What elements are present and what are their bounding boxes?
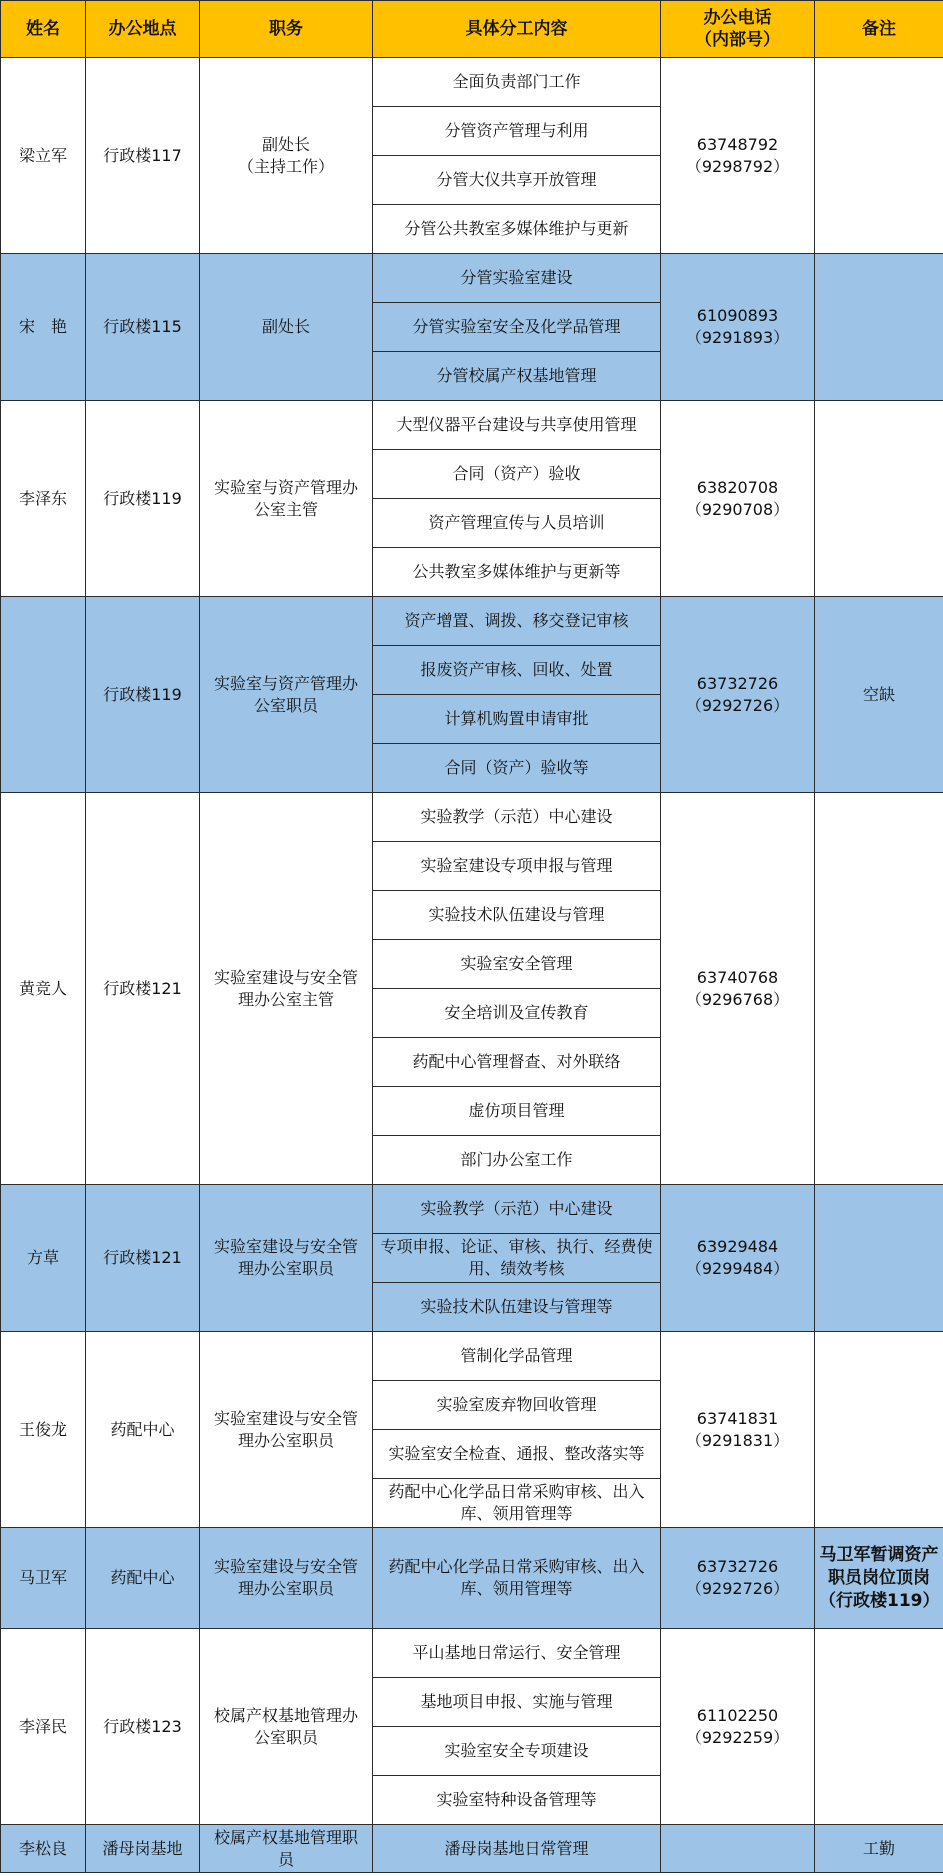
header-phone-line1: 办公电话 — [703, 8, 772, 28]
cell-task: 分管公共教室多媒体维护与更新 — [373, 205, 661, 254]
cell-note — [815, 1185, 943, 1332]
cell-note: 空缺 — [815, 597, 943, 793]
cell-task: 实验室安全专项建设 — [373, 1727, 661, 1776]
cell-task: 实验技术队伍建设与管理 — [373, 891, 661, 940]
cell-position — [200, 793, 373, 1185]
table-row — [1, 58, 943, 107]
cell-task: 资产管理宣传与人员培训 — [373, 499, 661, 548]
cell-task: 公共教室多媒体维护与更新等 — [373, 548, 661, 597]
cell-task: 基地项目申报、实施与管理 — [373, 1678, 661, 1727]
cell-name — [1, 597, 86, 793]
cell-name: 王俊龙 — [1, 1332, 86, 1528]
cell-name: 方草 — [1, 1185, 86, 1332]
header-tasks: 具体分工内容 — [373, 1, 661, 58]
cell-task: 合同（资产）验收 — [373, 450, 661, 499]
position-line: 实验室与资产管理办 — [213, 673, 358, 693]
cell-task: 部门办公室工作 — [373, 1136, 661, 1185]
cell-phone — [661, 1528, 815, 1629]
cell-office: 潘母岗基地 — [86, 1825, 200, 1873]
cell-position — [200, 1629, 373, 1825]
cell-note — [815, 793, 943, 1185]
header-name: 姓名 — [1, 1, 86, 58]
cell-name: 马卫军 — [1, 1528, 86, 1629]
position-line: 实验室建设与安全管 — [213, 967, 358, 987]
table-row — [1, 401, 943, 450]
position-line: （主持工作） — [237, 156, 334, 176]
cell-position — [200, 401, 373, 597]
cell-task: 安全培训及宣传教育 — [373, 989, 661, 1038]
cell-task: 分管资产管理与利用 — [373, 107, 661, 156]
cell-position: 副处长 — [200, 254, 373, 401]
cell-note — [815, 401, 943, 597]
cell-name: 梁立军 — [1, 58, 86, 254]
phone-number: 63820708 — [696, 477, 779, 497]
table-row — [1, 254, 943, 303]
header-office: 办公地点 — [86, 1, 200, 58]
cell-phone — [661, 1629, 815, 1825]
phone-number: 63748792 — [696, 134, 779, 154]
header-phone — [661, 1, 815, 58]
position-line: 校属产权基地管理办 — [213, 1705, 358, 1725]
table-row — [1, 1185, 943, 1234]
cell-phone — [661, 254, 815, 401]
cell-office: 行政楼121 — [86, 793, 200, 1185]
position-line: 公室职员 — [253, 1727, 318, 1747]
cell-office: 行政楼123 — [86, 1629, 200, 1825]
cell-task: 虚仿项目管理 — [373, 1087, 661, 1136]
cell-task: 分管实验室安全及化学品管理 — [373, 303, 661, 352]
table-row — [1, 793, 943, 842]
cell-task: 实验技术队伍建设与管理等 — [373, 1283, 661, 1332]
cell-note — [815, 1332, 943, 1528]
cell-name: 李泽民 — [1, 1629, 86, 1825]
position-line: 实验室与资产管理办 — [213, 477, 358, 497]
cell-phone — [661, 58, 815, 254]
cell-task: 专项申报、论证、审核、执行、经费使用、绩效考核 — [373, 1234, 661, 1283]
phone-number: 61102250 — [696, 1705, 779, 1725]
cell-position — [200, 1332, 373, 1528]
cell-task: 实验室安全检查、通报、整改落实等 — [373, 1430, 661, 1479]
header-position: 职务 — [200, 1, 373, 58]
cell-task: 报废资产审核、回收、处置 — [373, 646, 661, 695]
cell-task: 潘母岗基地日常管理 — [373, 1825, 661, 1873]
phone-ext: （9292726） — [685, 1579, 790, 1598]
cell-task: 实验室建设专项申报与管理 — [373, 842, 661, 891]
cell-phone — [661, 793, 815, 1185]
cell-task: 合同（资产）验收等 — [373, 744, 661, 793]
table-row — [1, 1528, 943, 1629]
cell-note — [815, 254, 943, 401]
position-line: 理办公室职员 — [237, 1259, 334, 1278]
position-line: 实验室建设与安全管 — [213, 1408, 358, 1428]
header-row — [1, 1, 943, 58]
phone-ext: （9298792） — [685, 156, 790, 176]
cell-note: 工勤 — [815, 1825, 943, 1873]
cell-office: 行政楼121 — [86, 1185, 200, 1332]
cell-note — [815, 58, 943, 254]
cell-name: 李松良 — [1, 1825, 86, 1873]
cell-office: 药配中心 — [86, 1528, 200, 1629]
cell-office: 药配中心 — [86, 1332, 200, 1528]
cell-note: 马卫军暂调资产职员岗位顶岗（行政楼119） — [815, 1528, 943, 1629]
table-row — [1, 1825, 943, 1873]
cell-name: 黄竞人 — [1, 793, 86, 1185]
phone-ext: （9292259） — [685, 1727, 790, 1747]
cell-task: 计算机购置申请审批 — [373, 695, 661, 744]
position-line: 实验室建设与安全管 — [213, 1557, 358, 1576]
phone-ext: （9291831） — [685, 1430, 790, 1450]
position-line: 员 — [277, 1849, 294, 1869]
cell-position — [200, 1185, 373, 1332]
phone-ext: （9290708） — [685, 499, 790, 519]
cell-name: 宋 艳 — [1, 254, 86, 401]
cell-position — [200, 58, 373, 254]
cell-task: 全面负责部门工作 — [373, 58, 661, 107]
cell-phone — [661, 597, 815, 793]
cell-office: 行政楼115 — [86, 254, 200, 401]
phone-number: 63929484 — [696, 1237, 779, 1256]
phone-ext: （9291893） — [685, 328, 790, 347]
position-line: 理办公室职员 — [237, 1579, 334, 1598]
phone-number: 63732726 — [696, 1557, 779, 1576]
cell-task: 平山基地日常运行、安全管理 — [373, 1629, 661, 1678]
position-line: 理办公室职员 — [237, 1430, 334, 1450]
phone-number: 63740768 — [696, 967, 779, 987]
cell-position — [200, 1825, 373, 1873]
cell-task: 实验室安全管理 — [373, 940, 661, 989]
cell-office: 行政楼119 — [86, 401, 200, 597]
table-row — [1, 1629, 943, 1678]
cell-task: 管制化学品管理 — [373, 1332, 661, 1381]
cell-task: 药配中心化学品日常采购审核、出入库、领用管理等 — [373, 1528, 661, 1629]
cell-task: 药配中心化学品日常采购审核、出入库、领用管理等 — [373, 1479, 661, 1528]
cell-position — [200, 1528, 373, 1629]
table-row — [1, 597, 943, 646]
phone-number: 63732726 — [696, 673, 779, 693]
cell-task: 实验教学（示范）中心建设 — [373, 793, 661, 842]
cell-office: 行政楼117 — [86, 58, 200, 254]
phone-number: 63741831 — [696, 1408, 779, 1428]
header-phone-line2: （内部号） — [695, 30, 780, 50]
phone-ext: （9292726） — [685, 695, 790, 715]
table-row — [1, 1332, 943, 1381]
phone-ext: （9299484） — [685, 1259, 790, 1278]
cell-task: 实验教学（示范）中心建设 — [373, 1185, 661, 1234]
cell-task: 实验室废弃物回收管理 — [373, 1381, 661, 1430]
cell-phone — [661, 401, 815, 597]
position-line: 副处长 — [261, 134, 310, 154]
cell-phone — [661, 1185, 815, 1332]
cell-task: 大型仪器平台建设与共享使用管理 — [373, 401, 661, 450]
position-line: 公室职员 — [253, 695, 318, 715]
cell-name: 李泽东 — [1, 401, 86, 597]
cell-task: 分管大仪共享开放管理 — [373, 156, 661, 205]
cell-task: 分管校属产权基地管理 — [373, 352, 661, 401]
position-line: 实验室建设与安全管 — [213, 1237, 358, 1256]
cell-position — [200, 597, 373, 793]
phone-ext: （9296768） — [685, 989, 790, 1009]
cell-task: 药配中心管理督查、对外联络 — [373, 1038, 661, 1087]
cell-task: 实验室特种设备管理等 — [373, 1776, 661, 1825]
phone-number: 61090893 — [696, 306, 779, 325]
cell-office: 行政楼119 — [86, 597, 200, 793]
cell-note — [815, 1629, 943, 1825]
position-line: 校属产权基地管理职 — [213, 1827, 358, 1847]
cell-phone — [661, 1825, 815, 1873]
cell-phone — [661, 1332, 815, 1528]
position-line: 理办公室主管 — [237, 989, 334, 1009]
cell-task: 分管实验室建设 — [373, 254, 661, 303]
position-line: 公室主管 — [253, 499, 318, 519]
header-note: 备注 — [815, 1, 943, 58]
cell-task: 资产增置、调拨、移交登记审核 — [373, 597, 661, 646]
